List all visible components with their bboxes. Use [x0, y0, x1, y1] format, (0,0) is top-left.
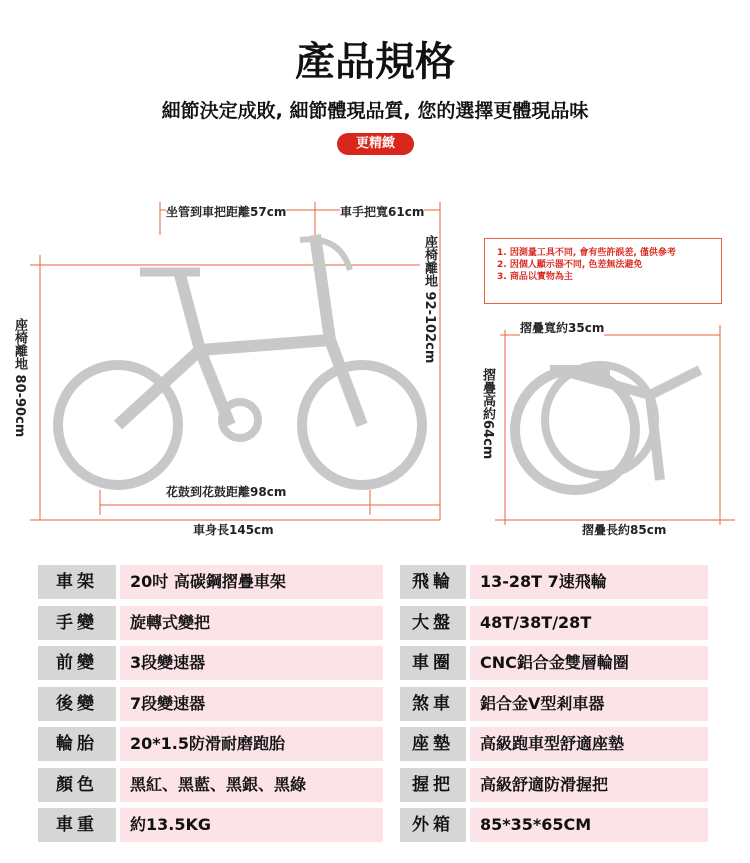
- spec-value: 高級舒適防滑握把: [470, 768, 708, 802]
- spec-key: 車重: [38, 808, 116, 842]
- spec-value: 旋轉式變把: [120, 606, 383, 640]
- note: 3. 商品以實物為主: [497, 272, 573, 282]
- spec-key: 大盤: [400, 606, 466, 640]
- bike-diagram: [0, 180, 750, 540]
- handlebar-width-label: 車手把寬61cm: [340, 205, 425, 219]
- wheelbase-label: 花鼓到花鼓距離98cm: [166, 485, 287, 499]
- spec-value: 黑紅、黑藍、黑銀、黑綠: [120, 768, 383, 802]
- spec-value: 20吋 高碳鋼摺疊車架: [120, 565, 383, 599]
- spec-key: 外箱: [400, 808, 466, 842]
- seat-to-handlebar-label: 坐管到車把距離57cm: [166, 205, 287, 219]
- spec-key: 後變: [38, 687, 116, 721]
- spec-row: [400, 808, 708, 842]
- folded-length-label: 摺疊長約85cm: [582, 523, 667, 537]
- spec-row: [38, 768, 383, 802]
- folded-width-label: 摺疊寬約35cm: [520, 321, 605, 335]
- spec-value: 85*35*65CM: [470, 808, 708, 842]
- spec-key: 車圈: [400, 646, 466, 680]
- spec-value: 48T/38T/28T: [470, 606, 708, 640]
- spec-row: [400, 727, 708, 761]
- spec-key: 座墊: [400, 727, 466, 761]
- spec-value: 高級跑車型舒適座墊: [470, 727, 708, 761]
- spec-value: 鋁合金V型剎車器: [470, 687, 708, 721]
- spec-key: 輪胎: [38, 727, 116, 761]
- spec-value: 約13.5KG: [120, 808, 383, 842]
- disclaimer-box: [484, 238, 722, 304]
- spec-value: 20*1.5防滑耐磨跑胎: [120, 727, 383, 761]
- spec-key: 車架: [38, 565, 116, 599]
- spec-value: CNC鋁合金雙層輪圈: [470, 646, 708, 680]
- seat-height-right-label: 座椅離地 92-102cm: [422, 235, 437, 364]
- spec-key: 煞車: [400, 687, 466, 721]
- spec-row: [38, 606, 383, 640]
- spec-value: 3段變速器: [120, 646, 383, 680]
- spec-key: 握把: [400, 768, 466, 802]
- spec-row: [400, 606, 708, 640]
- spec-row: [38, 808, 383, 842]
- spec-row: [400, 565, 708, 599]
- spec-row: [400, 687, 708, 721]
- spec-value: 7段變速器: [120, 687, 383, 721]
- subtitle: 細節決定成敗, 細節體現品質, 您的選擇更體現品味: [161, 100, 589, 122]
- spec-row: [38, 646, 383, 680]
- spec-row: [38, 687, 383, 721]
- spec-key: 前變: [38, 646, 116, 680]
- note: 2. 因個人顯示器不同, 色差無法避免: [497, 260, 643, 270]
- spec-row: [400, 646, 708, 680]
- body-length-label: 車身長145cm: [193, 523, 274, 537]
- spec-key: 飛輪: [400, 565, 466, 599]
- seat-height-left-label: 座椅離地 80-90cm: [12, 318, 27, 438]
- folded-height-label: 摺疊高約64cm: [480, 368, 495, 460]
- spec-key: 手變: [38, 606, 116, 640]
- page-title: 產品規格: [295, 39, 455, 85]
- spec-row: [38, 565, 383, 599]
- spec-key: 顏色: [38, 768, 116, 802]
- note: 1. 因測量工具不同, 會有些許誤差, 僅供參考: [497, 248, 676, 258]
- spec-row: [38, 727, 383, 761]
- badge: 更精緻: [337, 133, 414, 155]
- spec-row: [400, 768, 708, 802]
- spec-value: 13-28T 7速飛輪: [470, 565, 708, 599]
